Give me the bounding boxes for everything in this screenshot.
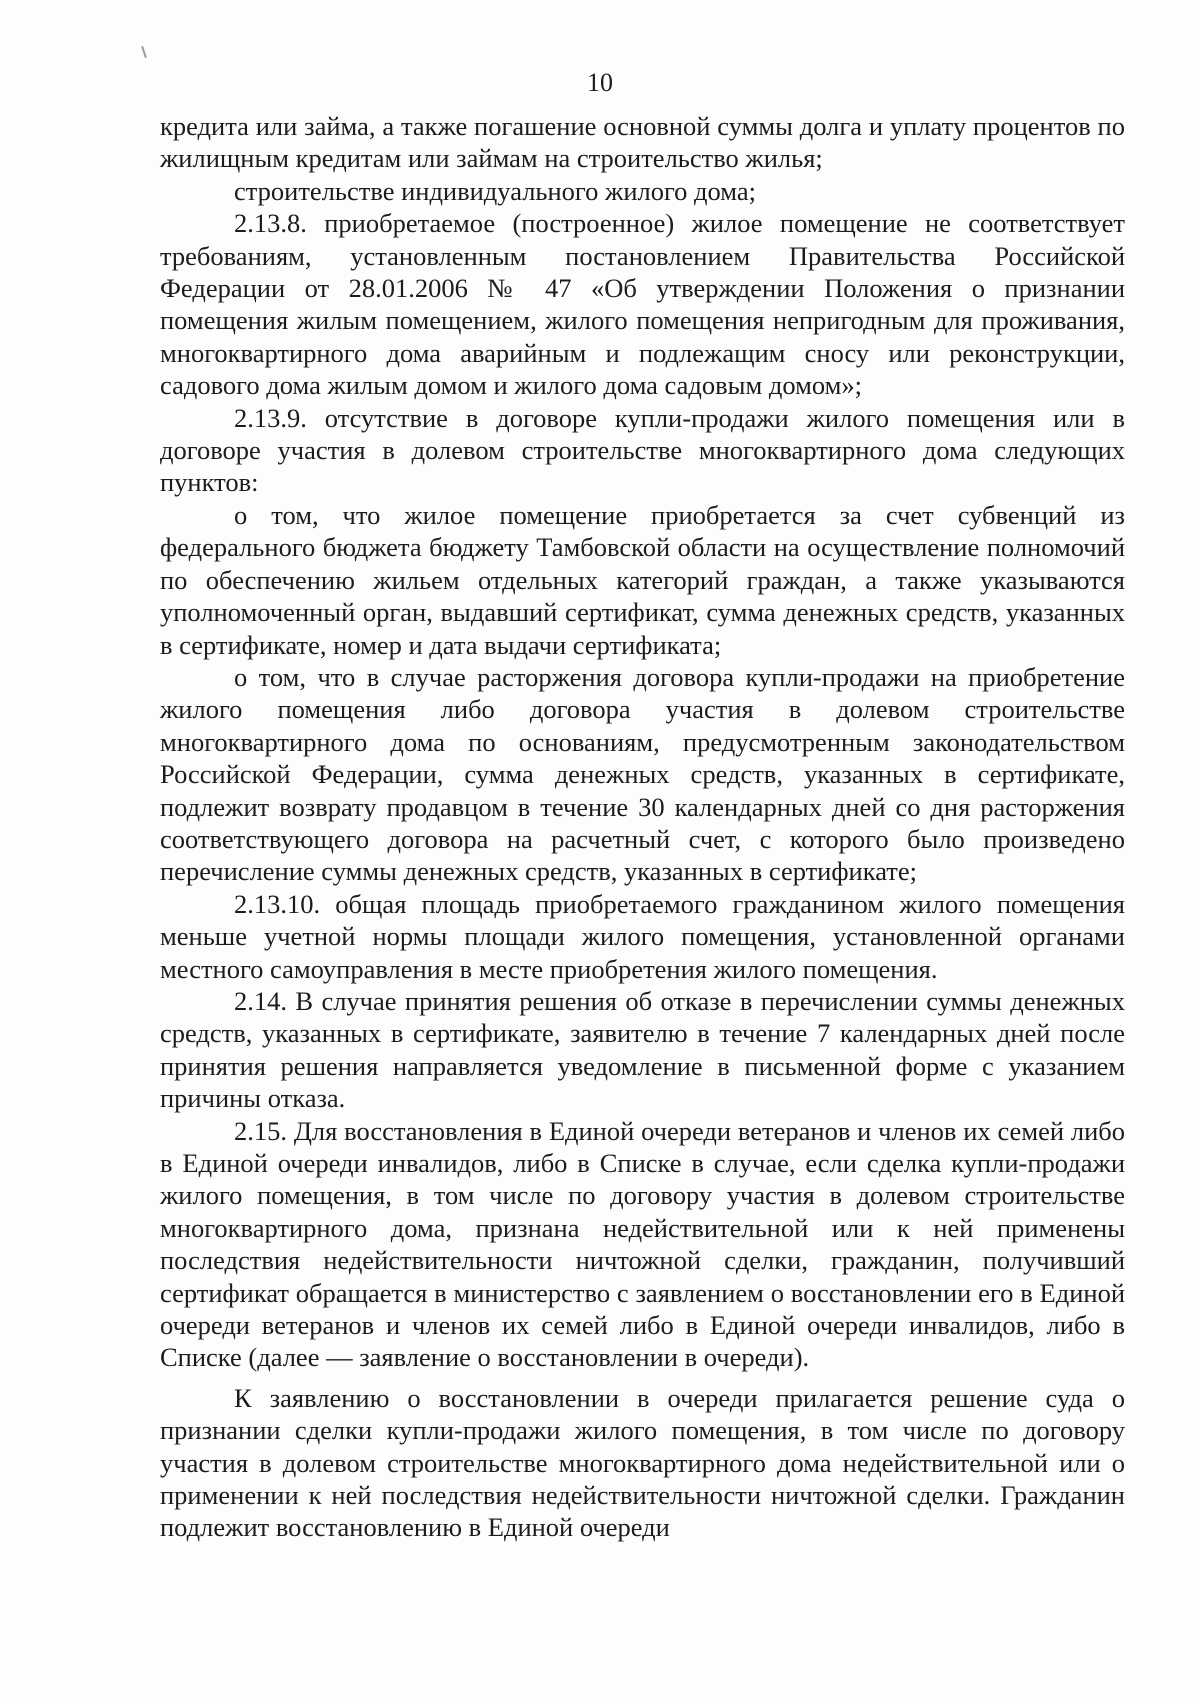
page-number: 10	[587, 68, 613, 97]
paragraph-2-13-10: 2.13.10. общая площадь приобретаемого гражданином жилого помещения меньше учетной нормы площади жилого помещения, установленной органами местного самоуправления в месте приобретения жилого помещения.	[160, 888, 1125, 984]
paragraph-2-13-9: 2.13.9. отсутствие в договоре купли-продажи жилого помещения или в договоре участия в долевом строительстве многоквартирного дома следующих пунктов:	[160, 402, 1125, 498]
paragraph-2-15: 2.15. Для восстановления в Единой очереди ветеранов и членов их семей либо в Единой очереди инвалидов, либо в Списке в случае, если сделка купли-продажи жилого помещения, в том числе по договору участия в долевом строительстве многоквартирного дома, признана недействительной или к ней применены последствия недействительности ничтожной сделки, гражданин, получивший сертификат обращается в министерство с заявлением о восстановлении его в Единой очереди ветеранов и членов их семей либо в Единой очереди инвалидов, либо в Списке (далее — заявление о восстановлении в очереди).	[160, 1115, 1125, 1373]
paragraph-2-13-8: 2.13.8. приобретаемое (построенное) жилое помещение не соответствует требованиям, установленным постановлением Правительства Российской Федерации от 28.01.2006 № 47 «Об утверждении Положения о признании помещения жилым помещением, жилого помещения непригодным для проживания, многоквартирного дома аварийным и подлежащим сносу или реконструкции, садового дома жилым домом и жилого дома садовым домом»;	[160, 208, 1125, 401]
paragraph-termination-clause: о том, что в случае расторжения договора купли-продажи на приобретение жилого помещения либо договора участия в долевом строительстве многоквартирного дома по основаниям, предусмотренным законодательством Российской Федерации, сумма денежных средств, указанных в сертификате, подлежит возврату продавцом в течение 30 календарных дней со дня расторжения соответствующего договора на расчетный счет, с которого было произведено перечисление суммы денежных средств, указанных в сертификате;	[160, 661, 1125, 887]
paragraph-individual-house: строительстве индивидуального жилого дома;	[234, 175, 757, 206]
scan-speck	[141, 46, 147, 58]
paragraph-restoration-application: К заявлению о восстановлении в очереди прилагается решение суда о признании сделки купли-продажи жилого помещения, в том числе по договору участия в долевом строительстве многоквартирного дома недействительной или о применении к ней последствия недействительности ничтожной сделки. Гражданин подлежит восстановлению в Единой очереди	[160, 1382, 1125, 1543]
paragraph-continuation: кредита или займа, а также погашение основной суммы долга и уплату процентов по жилищным кредитам или займам на строительство жилья;	[160, 111, 1125, 174]
document-body	[160, 110, 1125, 1544]
paragraph-2-14: 2.14. В случае принятия решения об отказе в перечислении суммы денежных средств, указанных в сертификате, заявителю в течение 7 календарных дней после принятия решения направляется уведомление в письменной форме с указанием причины отказа.	[160, 985, 1125, 1114]
paragraph-subvention-clause: о том, что жилое помещение приобретается за счет субвенций из федерального бюджета бюджету Тамбовской области на осуществление полномочий по обеспечению жильем отдельных категорий граждан, а также указываются уполномоченный орган, выдавший сертификат, сумма денежных средств, указанных в сертификате, номер и дата выдачи сертификата;	[160, 499, 1125, 660]
